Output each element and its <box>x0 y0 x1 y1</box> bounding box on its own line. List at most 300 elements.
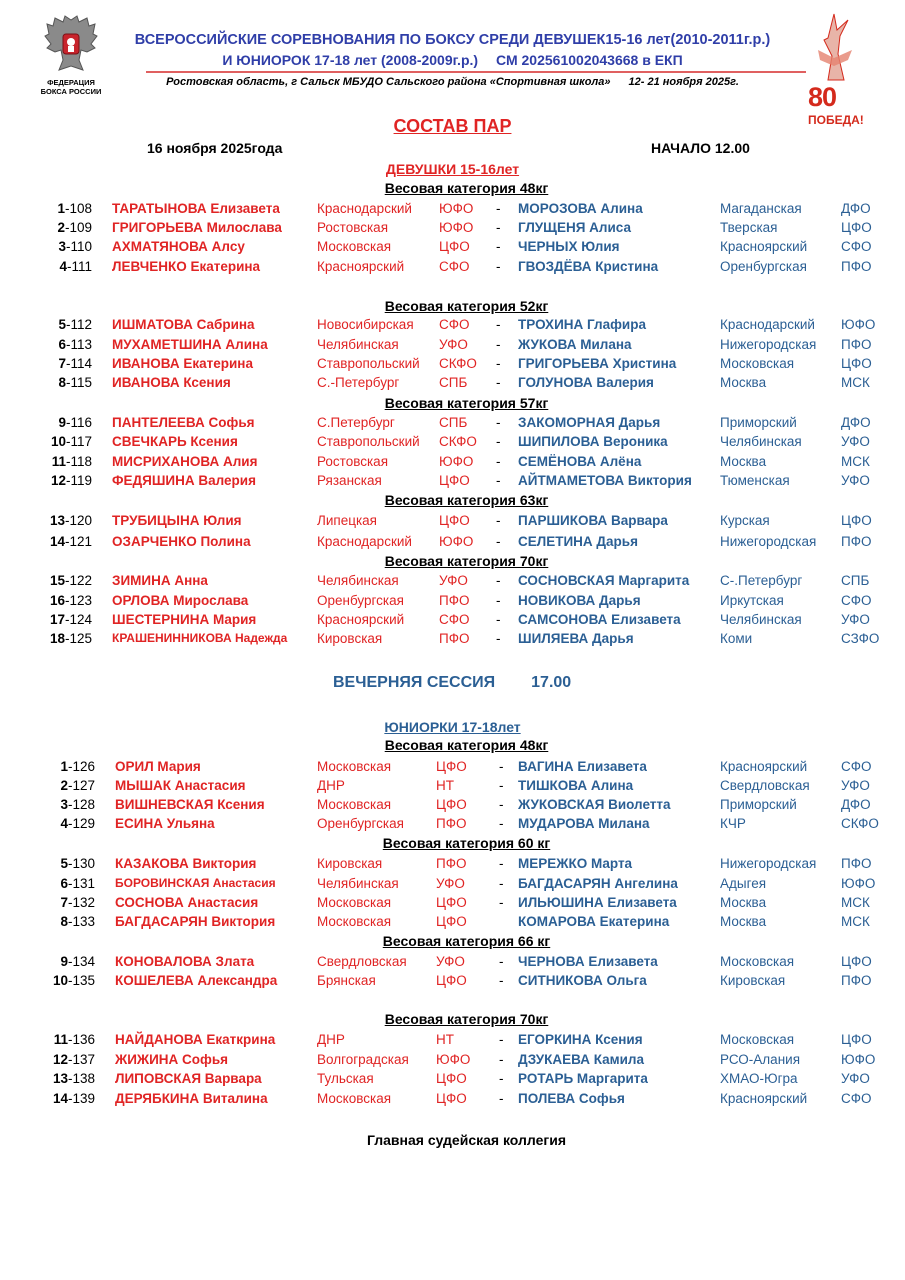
red-corner-name: МЫШАК Анастасия <box>115 778 246 793</box>
bout-row <box>0 1091 905 1109</box>
vs-dash: - <box>496 612 501 627</box>
bout-id: -120 <box>64 513 92 528</box>
blue-corner-name: СИТНИКОВА Ольга <box>518 973 647 988</box>
bout-row <box>0 1052 905 1070</box>
bout-number <box>58 317 92 332</box>
blue-corner-name: ПОЛЕВА Софья <box>518 1091 625 1106</box>
vs-dash: - <box>496 259 501 274</box>
bout-id: -138 <box>67 1071 95 1086</box>
blue-corner-district: УФО <box>841 473 870 488</box>
red-corner-district: ЦФО <box>436 973 467 988</box>
blue-corner-name: ДЗУКАЕВА Камила <box>518 1052 644 1067</box>
red-corner-region: Московская <box>317 914 392 929</box>
bout-number <box>50 573 92 588</box>
bout-id: -128 <box>67 797 95 812</box>
bout-id: -126 <box>67 759 95 774</box>
blue-corner-region: Московская <box>720 1032 795 1047</box>
evening-time: 17.00 <box>531 674 572 691</box>
weight-category-title: Весовая категория 48кг <box>384 737 549 753</box>
bout-id: -109 <box>64 220 92 235</box>
red-corner-name: КАЗАКОВА Виктория <box>115 856 257 871</box>
blue-corner-district: ДФО <box>841 415 871 430</box>
blue-corner-region: Тюменская <box>720 473 790 488</box>
red-corner-name: ИШМАТОВА Сабрина <box>112 317 255 332</box>
red-corner-region: Московская <box>317 895 392 910</box>
red-corner-region: Оренбургская <box>317 593 404 608</box>
bout-row <box>0 513 905 531</box>
bout-number <box>58 337 92 352</box>
blue-corner-region: Челябинская <box>720 434 802 449</box>
blue-corner-district: ЦФО <box>841 1032 872 1047</box>
red-corner-name: ШЕСТЕРНИНА Мария <box>112 612 257 627</box>
bout-id: -115 <box>65 375 92 390</box>
blue-corner-name: СЕМЁНОВА Алёна <box>518 454 642 469</box>
weight-category-title: Весовая категория 63кг <box>384 492 549 508</box>
blue-corner-region: Тверская <box>720 220 778 235</box>
red-corner-region: Красноярский <box>317 612 405 627</box>
blue-corner-region: ХМАО-Югра <box>720 1071 798 1086</box>
blue-corner-district: ЮФО <box>841 317 876 332</box>
red-corner-district: ЦФО <box>439 473 470 488</box>
bout-row <box>0 1071 905 1089</box>
blue-corner-name: ГЛУЩЕНЯ Алиса <box>518 220 631 235</box>
blue-corner-region: Челябинская <box>720 612 802 627</box>
blue-corner-region: Свердловская <box>720 778 810 793</box>
bout-order: 15 <box>49 573 65 588</box>
vs-dash: - <box>496 534 501 549</box>
red-corner-region: Челябинская <box>317 337 399 352</box>
red-corner-name: БАГДАСАРЯН Виктория <box>115 914 276 929</box>
blue-corner-district: СФО <box>841 1091 872 1106</box>
red-corner-district: ЦФО <box>436 914 467 929</box>
vs-dash: - <box>496 201 501 216</box>
red-corner-region: Липецкая <box>317 513 377 528</box>
blue-corner-region: Курская <box>720 513 770 528</box>
bout-number <box>57 220 92 235</box>
red-corner-district: ЦФО <box>436 1071 467 1086</box>
bout-id: -119 <box>65 473 92 488</box>
blue-corner-district: ЦФО <box>841 220 872 235</box>
vs-dash: - <box>496 434 501 449</box>
blue-corner-district: СФО <box>841 759 872 774</box>
victory-80-logo <box>804 10 868 130</box>
blue-corner-name: ТРОХИНА Глафира <box>518 317 646 332</box>
blue-corner-region: С-.Петербург <box>720 573 803 588</box>
bout-id: -108 <box>64 201 92 216</box>
vs-dash: - <box>499 778 504 793</box>
blue-corner-name: КОМАРОВА Екатерина <box>518 914 670 929</box>
vs-dash: - <box>496 593 501 608</box>
vs-dash: - <box>496 375 501 390</box>
blue-corner-district: СЗФО <box>841 631 880 646</box>
blue-corner-name: ГРИГОРЬЕВА Христина <box>518 356 677 371</box>
red-corner-name: БОРОВИНСКАЯ Анастасия <box>115 876 276 890</box>
blue-corner-district: ДФО <box>841 797 871 812</box>
bout-order: 12 <box>50 473 66 488</box>
bout-number <box>58 356 92 371</box>
blue-corner-region: Адыгея <box>720 876 767 891</box>
red-corner-name: СОСНОВА Анастасия <box>115 895 259 910</box>
venue-dates: 12- 21 ноября 2025г. <box>628 76 739 88</box>
blue-corner-region: РСО-Алания <box>720 1052 800 1067</box>
blue-corner-name: ЖУКОВА Милана <box>518 337 632 352</box>
blue-corner-name: БАГДАСАРЯН Ангелина <box>518 876 678 891</box>
red-corner-district: ЦФО <box>439 513 470 528</box>
blue-corner-region: Оренбургская <box>720 259 807 274</box>
bout-order: 17 <box>49 612 65 627</box>
red-corner-district: СКФО <box>439 434 477 449</box>
blue-corner-region: Краснодарский <box>720 317 815 332</box>
red-corner-name: ГРИГОРЬЕВА Милослава <box>112 220 282 235</box>
bout-id: -124 <box>64 612 92 627</box>
vs-dash: - <box>499 759 504 774</box>
red-corner-name: ОРЛОВА Мирослава <box>112 593 249 608</box>
red-corner-region: Московская <box>317 797 392 812</box>
blue-corner-name: ШИЛЯЕВА Дарья <box>518 631 634 646</box>
blue-corner-region: Москва <box>720 914 767 929</box>
red-corner-name: МИСРИХАНОВА Алия <box>112 454 258 469</box>
bout-number <box>51 434 92 449</box>
bout-order: 8 <box>60 914 68 929</box>
red-corner-district: ЦФО <box>436 759 467 774</box>
red-corner-region: Брянская <box>317 973 376 988</box>
red-corner-name: ЛИПОВСКАЯ Варвара <box>115 1071 262 1086</box>
red-corner-district: НТ <box>436 1032 454 1047</box>
red-corner-district: ЮФО <box>439 454 474 469</box>
vs-dash: - <box>496 356 501 371</box>
bout-id: -132 <box>67 895 95 910</box>
blue-corner-name: ГОЛУНОВА Валерия <box>518 375 654 390</box>
red-corner-region: Московская <box>317 759 392 774</box>
bout-row <box>0 759 905 777</box>
red-corner-name: АХМАТЯНОВА Алсу <box>112 239 245 254</box>
red-corner-region: Ростовская <box>317 454 389 469</box>
bout-row <box>0 856 905 874</box>
blue-corner-district: СКФО <box>841 816 879 831</box>
bout-number <box>51 473 92 488</box>
blue-corner-region: Нижегородская <box>720 856 817 871</box>
bout-number <box>53 1071 95 1086</box>
weight-category-title: Весовая категория 70кг <box>384 1011 549 1027</box>
red-corner-region: Новосибирская <box>317 317 414 332</box>
red-corner-region: Ставропольский <box>317 356 420 371</box>
vs-dash: - <box>496 454 501 469</box>
bout-order: 9 <box>60 954 68 969</box>
blue-corner-district: МСК <box>841 895 870 910</box>
blue-corner-name: НОВИКОВА Дарья <box>518 593 641 608</box>
bout-order: 9 <box>58 415 66 430</box>
bout-id: -116 <box>65 415 92 430</box>
bout-number <box>60 895 95 910</box>
blue-corner-district: ПФО <box>841 856 872 871</box>
bout-number <box>60 759 95 774</box>
red-corner-district: ЮФО <box>439 201 474 216</box>
blue-corner-district: ЦФО <box>841 954 872 969</box>
group-title-juniors: ЮНИОРКИ 17-18лет <box>384 719 521 735</box>
blue-corner-district: УФО <box>841 434 870 449</box>
bout-id: -113 <box>65 337 92 352</box>
blue-corner-district: МСК <box>841 375 870 390</box>
bout-row <box>0 239 905 257</box>
red-corner-district: УФО <box>436 876 465 891</box>
blue-corner-name: ГВОЗДЁВА Кристина <box>518 259 659 274</box>
red-corner-name: ЗИМИНА Анна <box>112 573 208 588</box>
blue-corner-region: Москва <box>720 454 767 469</box>
bout-row <box>0 473 905 491</box>
bout-row <box>0 337 905 355</box>
document-title: СОСТАВ ПАР <box>393 116 512 136</box>
blue-corner-name: САМСОНОВА Елизавета <box>518 612 681 627</box>
red-corner-district: ЦФО <box>436 895 467 910</box>
bout-order: 5 <box>60 856 68 871</box>
bout-id: -121 <box>64 534 92 549</box>
bout-number <box>50 534 92 549</box>
red-corner-region: Ростовская <box>317 220 389 235</box>
bout-number <box>53 973 95 988</box>
bout-order: 14 <box>49 534 65 549</box>
blue-corner-name: ШИПИЛОВА Вероника <box>518 434 668 449</box>
red-corner-district: СПБ <box>439 375 468 390</box>
blue-corner-name: РОТАРЬ Маргарита <box>518 1071 648 1086</box>
vs-dash: - <box>496 513 501 528</box>
bout-id: -112 <box>65 317 92 332</box>
red-corner-district: ПФО <box>439 593 470 608</box>
red-corner-district: НТ <box>436 778 454 793</box>
bout-number <box>50 612 92 627</box>
bout-row <box>0 356 905 374</box>
vs-dash: - <box>499 973 504 988</box>
vs-dash: - <box>499 1052 504 1067</box>
bout-number <box>53 1091 95 1106</box>
bout-order: 13 <box>52 1071 68 1086</box>
red-corner-district: ПФО <box>439 631 470 646</box>
vs-dash: - <box>499 1071 504 1086</box>
blue-corner-region: Красноярский <box>720 1091 808 1106</box>
session-date: 16 ноября 2025года <box>147 140 283 156</box>
bout-order: 8 <box>58 375 66 390</box>
weight-category-title: Весовая категория 66 кг <box>382 933 551 949</box>
blue-corner-district: ЦФО <box>841 356 872 371</box>
blue-corner-district: УФО <box>841 612 870 627</box>
red-corner-name: ИВАНОВА Ксения <box>112 375 231 390</box>
red-corner-region: Оренбургская <box>317 816 404 831</box>
blue-corner-name: ВАГИНА Елизавета <box>518 759 647 774</box>
bout-row <box>0 375 905 393</box>
red-corner-region: Красноярский <box>317 259 405 274</box>
blue-corner-name: ЕГОРКИНА Ксения <box>518 1032 643 1047</box>
bout-row <box>0 797 905 815</box>
vs-dash: - <box>496 220 501 235</box>
victory-number: 80 <box>808 82 837 112</box>
vs-dash: - <box>496 631 501 646</box>
blue-corner-district: ПФО <box>841 259 872 274</box>
red-corner-district: ЮФО <box>439 534 474 549</box>
federation-caption: ФЕДЕРАЦИЯ БОКСА РОССИИ <box>40 78 102 96</box>
bout-row <box>0 612 905 630</box>
blue-corner-region: Москва <box>720 375 767 390</box>
bout-number <box>58 415 92 430</box>
bout-id: -110 <box>65 239 92 254</box>
bout-row <box>0 534 905 552</box>
vs-dash: - <box>496 415 501 430</box>
bout-row <box>0 259 905 277</box>
vs-dash: - <box>499 1032 504 1047</box>
blue-corner-name: МЕРЕЖКО Марта <box>518 856 633 871</box>
red-corner-region: Московская <box>317 239 392 254</box>
bout-order: 3 <box>60 797 68 812</box>
event-subtitle <box>0 52 905 68</box>
bout-number <box>52 454 92 469</box>
red-corner-name: ТАРАТЫНОВА Елизавета <box>112 201 280 216</box>
bout-id: -137 <box>67 1052 95 1067</box>
red-corner-region: Кировская <box>317 856 383 871</box>
bout-id: -117 <box>65 434 92 449</box>
blue-corner-name: ПАРШИКОВА Варвара <box>518 513 668 528</box>
red-corner-district: УФО <box>436 954 465 969</box>
bout-row <box>0 631 905 649</box>
bout-id: -131 <box>67 876 95 891</box>
vs-dash: - <box>499 856 504 871</box>
bout-order: 11 <box>51 454 66 469</box>
blue-corner-region: Коми <box>720 631 753 646</box>
red-corner-name: ЖИЖИНА Софья <box>115 1052 229 1067</box>
bout-order: 11 <box>53 1032 68 1047</box>
red-corner-name: ФЕДЯШИНА Валерия <box>112 473 256 488</box>
blue-corner-name: ЧЕРНОВА Елизавета <box>518 954 658 969</box>
bout-id: -114 <box>65 356 92 371</box>
blue-corner-region: Московская <box>720 954 795 969</box>
blue-corner-region: Нижегородская <box>720 534 817 549</box>
bout-row <box>0 816 905 834</box>
bout-order: 18 <box>49 631 65 646</box>
bout-order: 2 <box>60 778 68 793</box>
red-corner-region: Волгоградская <box>317 1052 409 1067</box>
bout-id: -130 <box>67 856 95 871</box>
bout-row <box>0 415 905 433</box>
red-corner-region: Краснодарский <box>317 201 412 216</box>
blue-corner-region: Иркутская <box>720 593 784 608</box>
bout-order: 13 <box>49 513 65 528</box>
vs-dash: - <box>499 797 504 812</box>
group-title-girls: ДЕВУШКИ 15-16лет <box>385 161 520 177</box>
blue-corner-district: ПФО <box>841 973 872 988</box>
bout-row <box>0 573 905 591</box>
red-corner-name: КРАШЕНИННИКОВА Надежда <box>112 631 288 645</box>
weight-category-title: Весовая категория 52кг <box>384 298 549 314</box>
evening-session <box>333 674 571 692</box>
bout-number <box>58 375 92 390</box>
blue-corner-name: МУДАРОВА Милана <box>518 816 650 831</box>
weight-category-title: Весовая категория 70кг <box>384 553 549 569</box>
red-corner-region: С.-Петербург <box>317 375 400 390</box>
red-corner-district: СФО <box>439 317 470 332</box>
bout-order: 1 <box>60 759 68 774</box>
weight-category-title: Весовая категория 60 кг <box>382 835 551 851</box>
bout-row <box>0 317 905 335</box>
bout-order: 5 <box>58 317 66 332</box>
red-corner-region: Ставропольский <box>317 434 420 449</box>
red-corner-district: ЦФО <box>436 1091 467 1106</box>
bout-order: 10 <box>52 973 68 988</box>
red-corner-district: СФО <box>439 612 470 627</box>
blue-corner-district: ЮФО <box>841 1052 876 1067</box>
blue-corner-name: СЕЛЕТИНА Дарья <box>518 534 638 549</box>
bout-order: 12 <box>52 1052 68 1067</box>
header-divider <box>146 71 806 73</box>
blue-corner-name: ЖУКОВСКАЯ Виолетта <box>518 797 671 812</box>
bout-number <box>50 593 92 608</box>
red-corner-district: ПФО <box>436 816 467 831</box>
bout-number <box>50 631 92 646</box>
bout-row <box>0 434 905 452</box>
red-corner-district: ПФО <box>436 856 467 871</box>
blue-corner-district: УФО <box>841 1071 870 1086</box>
vs-dash: - <box>499 954 504 969</box>
venue-text: Ростовская область, г Сальск МБУДО Сальского района «Спортивная школа» <box>166 76 611 88</box>
bout-id: -118 <box>65 454 92 469</box>
red-corner-district: ЮФО <box>436 1052 471 1067</box>
red-corner-region: Тульская <box>317 1071 374 1086</box>
bout-order: 2 <box>57 220 65 235</box>
vs-dash: - <box>499 895 504 910</box>
bout-order: 6 <box>58 337 66 352</box>
red-corner-region: Челябинская <box>317 573 399 588</box>
red-corner-name: ВИШНЕВСКАЯ Ксения <box>115 797 265 812</box>
bout-row <box>0 454 905 472</box>
blue-corner-region: Кировская <box>720 973 786 988</box>
bout-row <box>0 201 905 219</box>
red-corner-name: ЛЕВЧЕНКО Екатерина <box>112 259 261 274</box>
bout-order: 4 <box>60 816 68 831</box>
bout-id: -127 <box>67 778 95 793</box>
bout-row <box>0 876 905 894</box>
weight-category-title: Весовая категория 48кг <box>384 180 549 196</box>
evening-label: ВЕЧЕРНЯЯ СЕССИЯ <box>333 674 496 691</box>
chief-jury-signature: Главная судейская коллегия <box>367 1132 566 1148</box>
blue-corner-name: ЗАКОМОРНАЯ Дарья <box>518 415 661 430</box>
blue-corner-region: Красноярский <box>720 759 808 774</box>
bout-id: -129 <box>67 816 95 831</box>
blue-corner-region: Магаданская <box>720 201 802 216</box>
blue-corner-region: Нижегородская <box>720 337 817 352</box>
red-corner-name: ОРИЛ Мария <box>115 759 201 774</box>
bout-row <box>0 895 905 913</box>
blue-corner-region: Красноярский <box>720 239 808 254</box>
red-corner-name: ИВАНОВА Екатерина <box>112 356 253 371</box>
bout-order: 16 <box>49 593 65 608</box>
blue-corner-region: Московская <box>720 356 795 371</box>
red-corner-district: ЮФО <box>439 220 474 235</box>
blue-corner-district: СФО <box>841 239 872 254</box>
bout-id: -134 <box>67 954 95 969</box>
bout-row <box>0 778 905 796</box>
blue-corner-name: АЙТМАМЕТОВА Виктория <box>518 473 692 488</box>
red-corner-district: СФО <box>439 259 470 274</box>
vs-dash: - <box>499 876 504 891</box>
red-corner-region: ДНР <box>317 778 345 793</box>
vs-dash: - <box>496 337 501 352</box>
blue-corner-region: Москва <box>720 895 767 910</box>
blue-corner-name: ТИШКОВА Алина <box>518 778 634 793</box>
bout-row <box>0 973 905 991</box>
bout-order: 7 <box>60 895 68 910</box>
red-corner-region: Свердловская <box>317 954 407 969</box>
red-corner-region: Московская <box>317 1091 392 1106</box>
bout-number <box>60 778 95 793</box>
red-corner-district: УФО <box>439 573 468 588</box>
bout-order: 3 <box>58 239 66 254</box>
blue-corner-district: ДФО <box>841 201 871 216</box>
